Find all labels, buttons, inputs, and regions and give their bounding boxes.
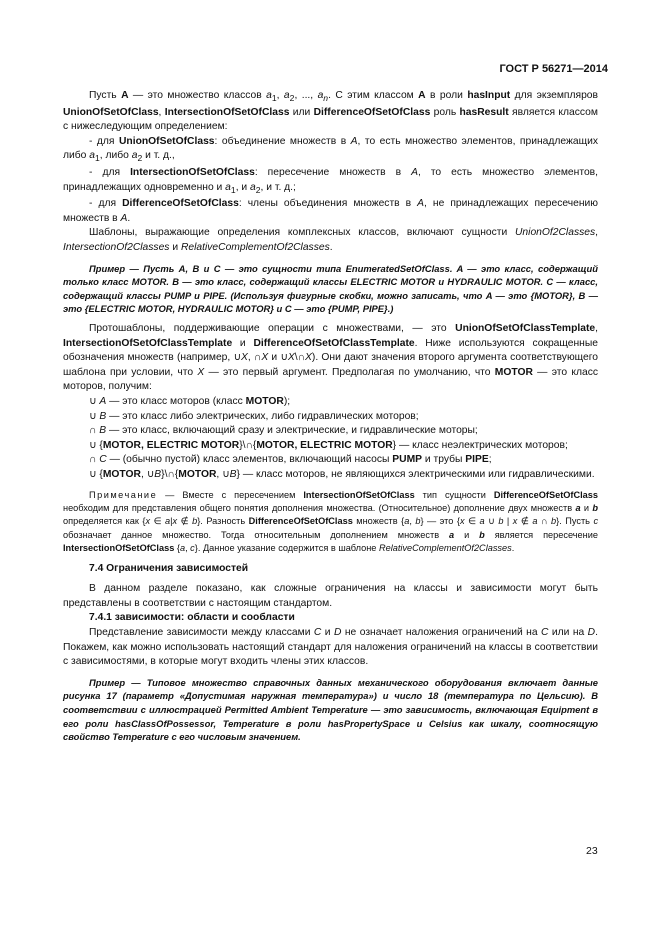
paragraph: Протошаблоны, поддерживающие операции с множествами, — это UnionOfSetOfClassTemplate, IntersectionOfSetOfClassTemplate и DifferenceOfSetOfClassTemplate. Ниже используются сокращенные обозначения множеств (например, ∪X, ∩X и ∪X\∩X). Они дают значения второго аргумента соответствующего шаблона при условии, что X — это первый аргумент. Предполагая по умолчанию, что MOTOR — это класс моторов, получим: xyxy=(63,323,599,393)
section-heading: 7.4 Ограничения зависимостей xyxy=(89,562,249,574)
page-number: 23 xyxy=(586,845,598,857)
note-paragraph: Примечание — Вместе с пересечением IntersectionOfSetOfClass тип сущности DifferenceOfSetOfClass необходим для представления общего понятия дополнения множества. (Относительное) дополнение двух множеств a и b определяется как {x ∈ a|x ∉ b}. Разность DifferenceOfSetOfClass множеств {a, b} — это {x ∈ a ∪ b | x ∉ a ∩ b}. Пусть c обозначает данное множество. Тогда относительным дополнением множеств a и b является пересечение IntersectionOfSetOfClass {a, c}. Данное указание содержится в шаблоне RelativeComplementOf2Classes. xyxy=(63,489,599,554)
list-item: ∩ C — (обычно пустой) класс элементов, включающий насосы PUMP и трубы PIPE; xyxy=(89,454,492,466)
list-item: ∪ {MOTOR, ELECTRIC MOTOR}\∩{MOTOR, ELECTRIC MOTOR} — класс неэлектрических моторов; xyxy=(89,439,568,451)
list-item: ∪ A — это класс моторов (класс MOTOR); xyxy=(89,396,291,408)
list-item: ∪ {MOTOR, ∪B}\∩{MOTOR, ∪B} — класс моторов, не являющихся электрическими или гидравлическими. xyxy=(89,468,595,480)
list-item: ∩ B — это класс, включающий сразу и электрические, и гидравлические моторы; xyxy=(89,425,478,437)
page-header: ГОСТ Р 56271—2014 xyxy=(499,63,608,75)
list-item: - для DifferenceOfSetOfClass: члены объединения множеств в A, не принадлежащих пересечению множеств в A. xyxy=(63,198,598,224)
paragraph: Пусть A — это множество классов $a_1$, $a_2$, ..., $a_n$. С этим классом A в роли hasInput для экземпляров UnionOfSetOfClass, IntersectionOfSetOfClass или DifferenceOfSetOfClass роль hasResult является классом с нижеследующим определением: xyxy=(63,90,599,133)
subsection-heading: 7.4.1 зависимости: области и сообласти xyxy=(89,612,295,624)
page-content xyxy=(63,89,598,750)
list-item: - для UnionOfSetOfClass: объединение множеств в A, то есть множество элементов, принадлежащих либо $a_1$, либо $a_2$ и т. д., xyxy=(63,135,598,164)
paragraph: В данном разделе показано, как сложные ограничения на классы и зависимости могут быть представлены в соответствии с настоящим стандартом. xyxy=(63,583,598,609)
paragraph: Шаблоны, выражающие определения комплексных классов, включают сущности UnionOf2Classes, IntersectionOf2Classes и RelativeComplementOf2Classes. xyxy=(63,227,598,254)
example-paragraph: Пример — Типовое множество справочных данных механического оборудования включает данные рисунка 17 (параметр «Допустимая наружная температура») и число 18 (температура по Цельсию). В соответствии с иллюстрацией Permitted Ambient Temperature — это зависимость, включающая Equipment в его роли hasClassOfPossessor, Temperature в роли hasPropertySpace и Celsius как шкалу, соотносящую свойство Temperature с его числовым значением. xyxy=(63,676,598,743)
list-item: ∪ B — это класс либо электрических, либо гидравлических моторов; xyxy=(89,410,419,422)
list-item: - для IntersectionOfSetOfClass: пересечение множеств в A, то есть множество элементов, принадлежащих одновременно и $a_1$, и $a_2$, и т. д.; xyxy=(63,167,599,195)
example-paragraph: Пример — Пусть A, B и C — это сущности типа EnumeratedSetOfClass. A — это класс, содержащий только класс MOTOR. B — это класс, содержащий классы ELECTRIC MOTOR и HYDRAULIC MOTOR. C — класс, содержащий классы PUMP и PIPE. (Используя фигурные скобки, можно записать, что A — это {MOTOR}, B — это {ELECTRIC MOTOR, HYDRAULIC MOTOR} и C — это {PUMP, PIPE}.) xyxy=(63,262,598,315)
paragraph: Представление зависимости между классами C и D не означает наложения ограничений на C или на D. Покажем, как можно использовать настоящий стандарт для наложения ограничений на классы в соответствии с зависимостями, в которые могут входить члены этих классов. xyxy=(63,626,598,668)
